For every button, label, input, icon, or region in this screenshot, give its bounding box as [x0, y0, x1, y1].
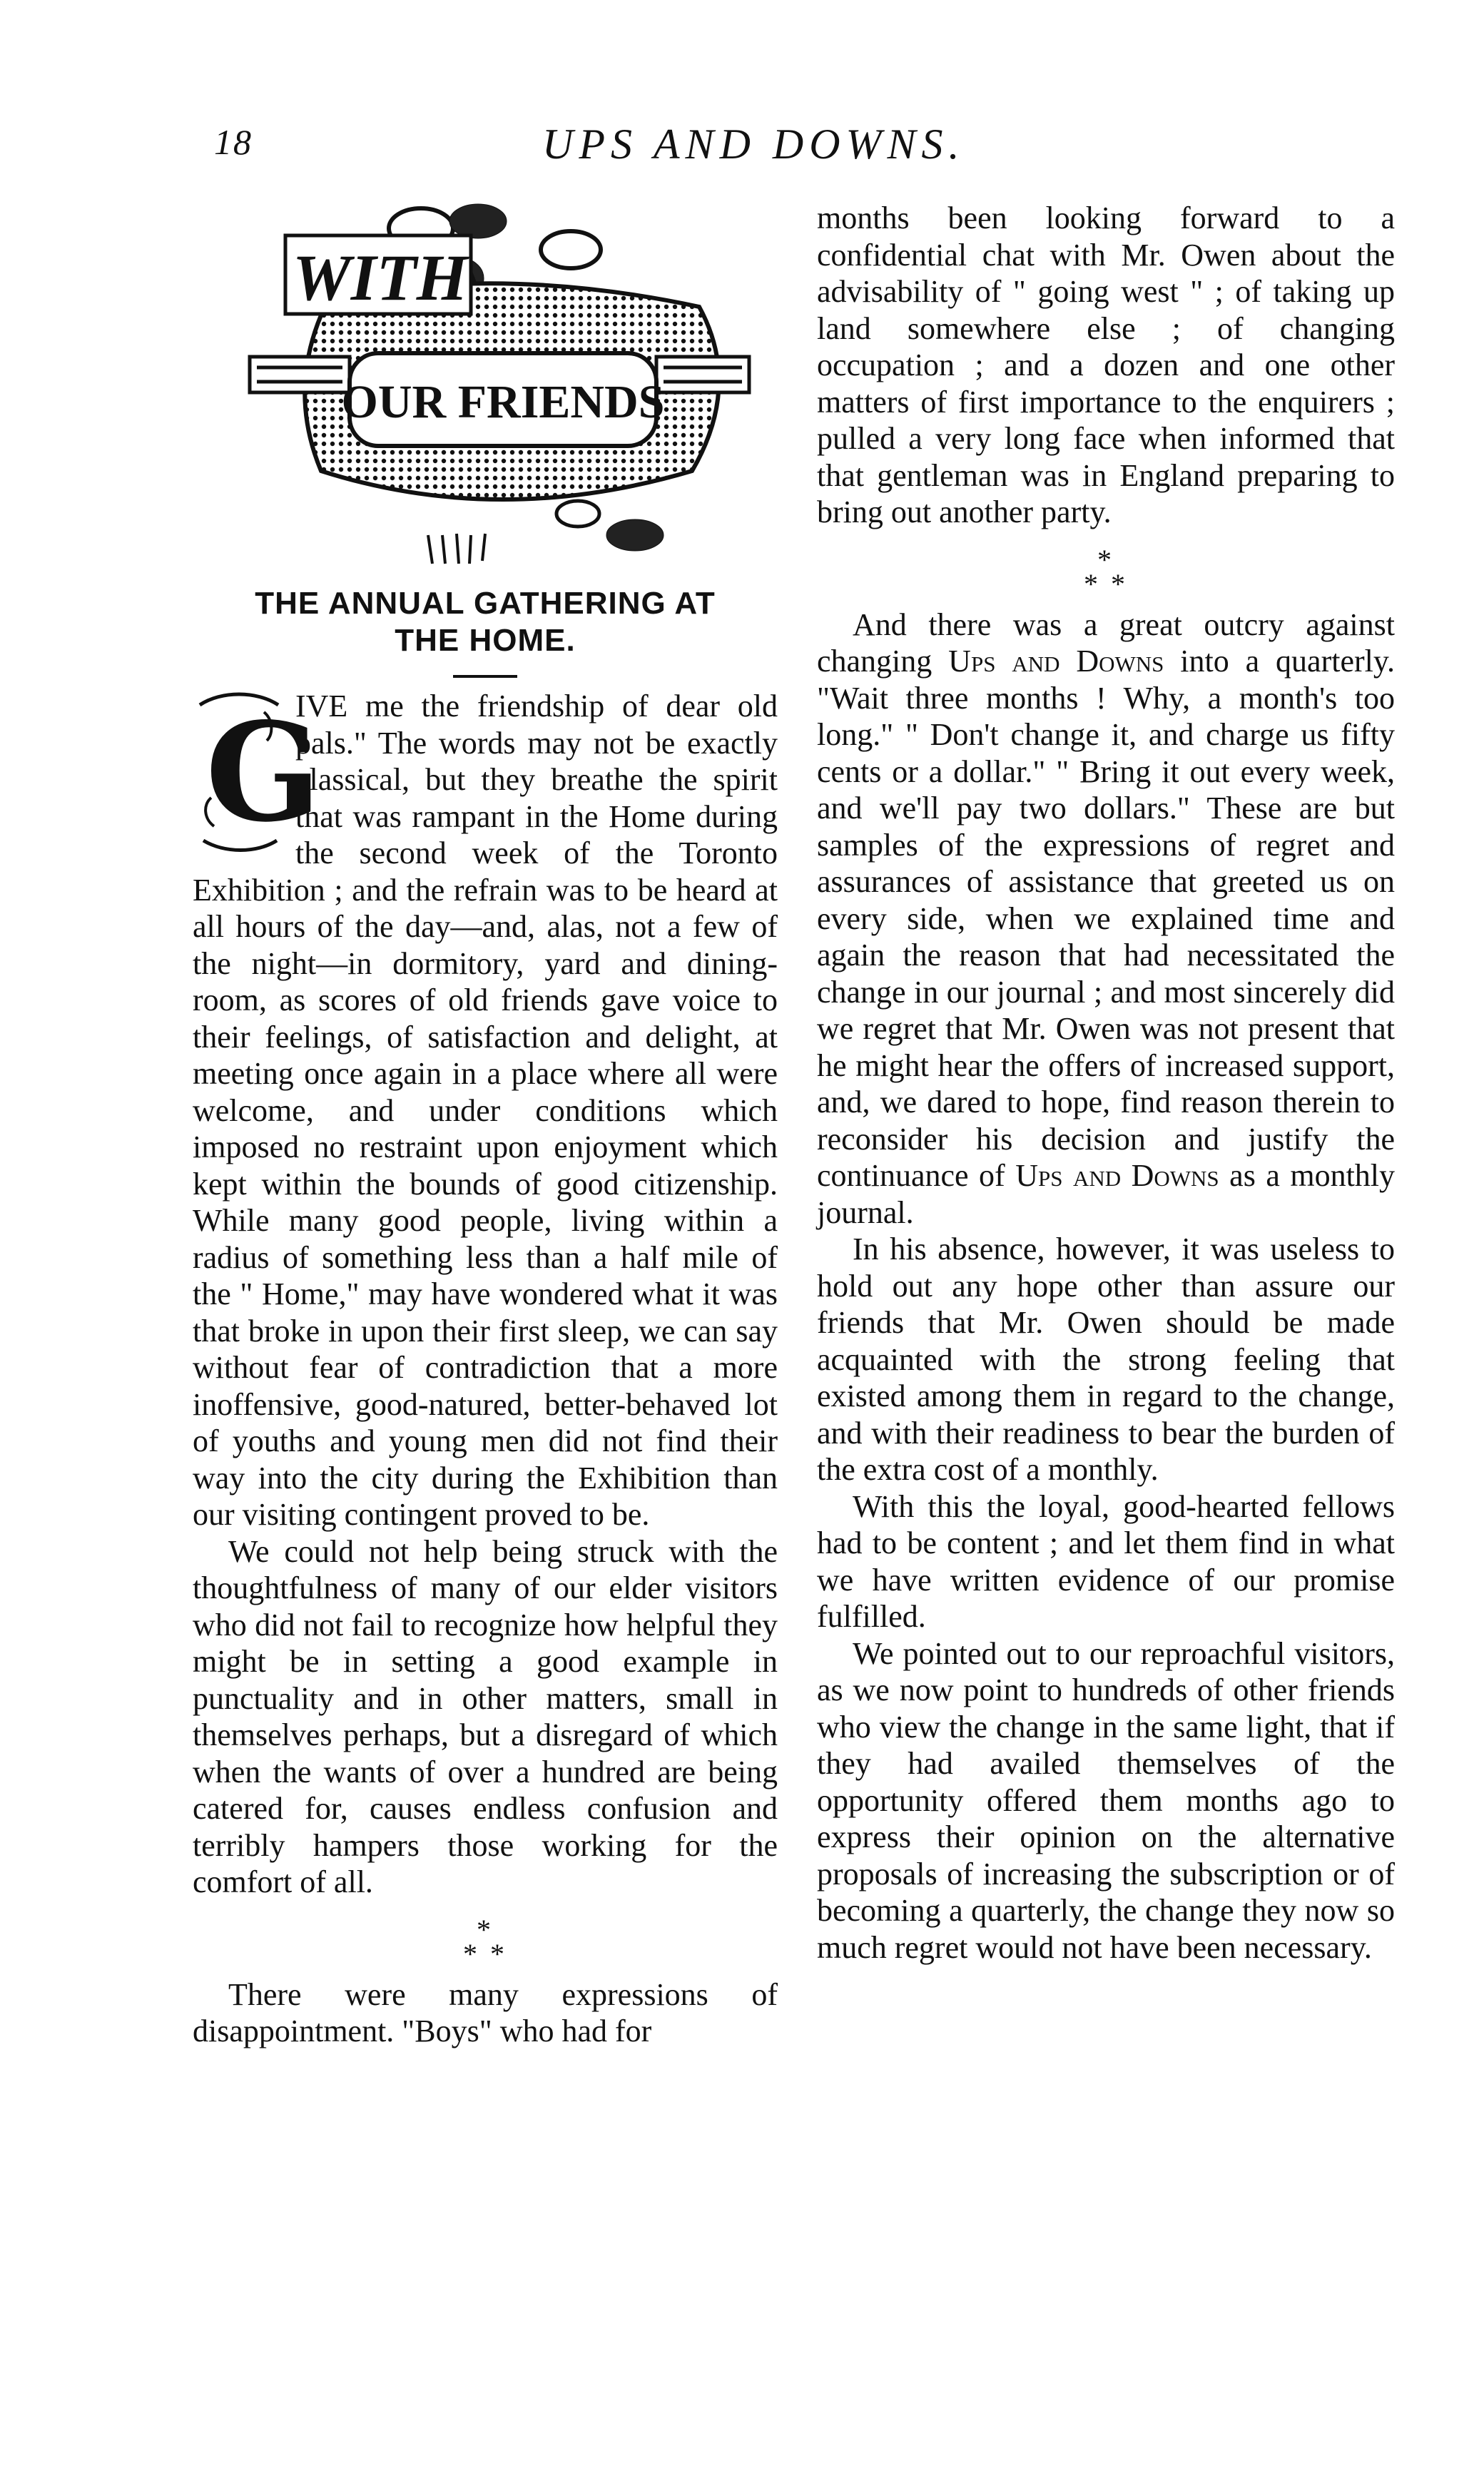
with-our-friends-ornament [243, 200, 756, 571]
right-paragraph-1: months been looking forward to a confidential chat with Mr. Owen about the advisability of " going west " ; of taking up land somewhere else ; of changing occupation ; and a dozen and one other matters of first importance to the enquirers ; pulled a very long face when informed that that gentleman was in England preparing to bring out another party. [817, 200, 1395, 529]
article-title-line-1: THE ANNUAL GATHERING AT [255, 586, 716, 621]
drop-cap-letter: G [205, 693, 322, 852]
right-paragraph-2 [817, 606, 1395, 1232]
drop-cap [193, 691, 322, 855]
page-number: 18 [214, 122, 253, 162]
running-title: UPS AND DOWNS. [542, 121, 965, 168]
article-title [193, 585, 778, 659]
right-paragraph-4: With this the loyal, good-hearted fellows had to be content ; and let them find in what we have written evidence of our promise fulfilled. [817, 1488, 1395, 1634]
article-paragraph-2: We could not help being struck with the thoughtfulness of many of our elder visitors who did not fail to recognize how helpful they might be in setting a good example in punctuality and in other matters, small in themselves perhaps, but a disregard of which when the wants of over a hundred are being catered for, causes endless confusion and terribly hampers those working for the comfort of all. [193, 1533, 778, 1899]
publication-name: Ups and Downs [1015, 1158, 1219, 1193]
ornament-banner-top: WITH [293, 241, 468, 314]
right-paragraph-2-text-a: And there was a great outcry against changing [817, 606, 1395, 679]
article-paragraph-1: IVE me the friendship of dear old pals." The words may not be exactly classical, but they breathe the spirit that was rampant in the Home during the second week of the Toronto Exhibition ; and the refrain was to be heard at all hours of the day—and, alas, not a few of the night—in dormitory, yard and dining-room, as scores of old friends gave voice to their feelings, of satisfaction and delight, at meeting once again in a place where all were welcome, and under conditions which imposed no restraint upon enjoyment which kept within the bounds of good citizenship. While many good people, living within a radius of something less than a half mile of the " Home," may have wondered what it was that broke in upon their first sleep, we can say without fear of contradiction that a more inoffensive, good-natured, better-behaved lot of youths and young men did not find their way into the city during the Exhibition than our visiting contingent proved to be. [193, 689, 778, 1532]
right-column [817, 200, 1395, 1966]
asterism-divider: * * * [463, 1913, 507, 1970]
ornament-banner-bottom: OUR FRIENDS [341, 376, 665, 428]
article-title-line-2: THE HOME. [395, 623, 576, 658]
right-paragraph-2-text-c: as a monthly journal. [817, 1158, 1396, 1230]
right-paragraph-2-text-b: into a quarterly. "Wait three months ! Why, a month's too long." " Don't change it, and charge us fifty cents or a dollar." " Bring it out every week, and we'll pay two dollars." These are but samples of the expressions of regret and assurances of assistance that greeted us on every side, when we explained time and again the reason that had necessitated the change in our journal ; and most sincerely did we regret that Mr. Owen was not present that he might hear the offers of increased support, and, we dared to hope, find reason therein to reconsider his decision and justify the continuance of [817, 644, 1395, 1193]
article-paragraph-3: There were many expressions of disappointment. "Boys" who had for [193, 1976, 778, 2048]
asterism-divider-2: * * * [1084, 543, 1128, 600]
right-paragraph-5: We pointed out to our reproachful visitors, as we now point to hundreds of other friends who view the change in the same light, that if they had availed themselves of the opportunity offered them months ago to express their opinion on the alternative proposals of increasing the subscription or of becoming a quarterly, the change they now so much regret would not have been necessary. [817, 1635, 1395, 1965]
right-paragraph-3: In his absence, however, it was useless to hold out any hope other than assure our friends that Mr. Owen should be made acquainted with the strong feeling that existed among them in regard to the change, and with their readiness to bear the burden of the extra cost of a monthly. [817, 1232, 1395, 1487]
left-column [193, 200, 778, 2050]
title-rule [453, 675, 517, 678]
publication-name: Ups and Downs [948, 644, 1164, 679]
